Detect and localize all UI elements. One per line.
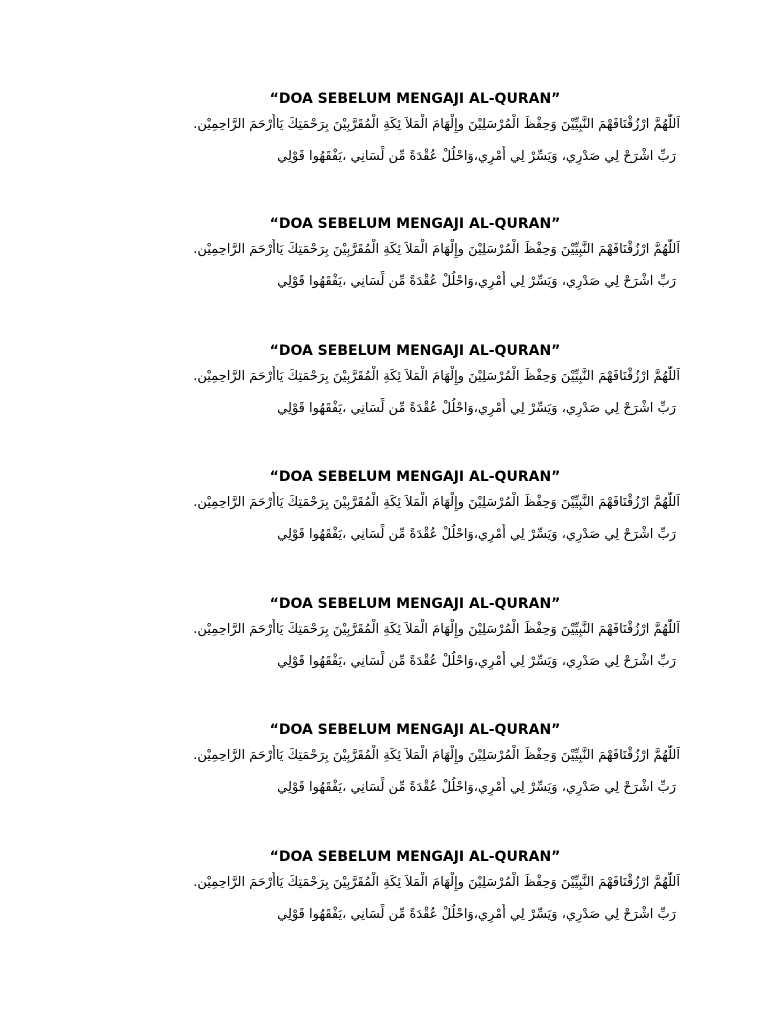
prayer-title: “DOA SEBELUM MENGAJI AL-QURAN”	[269, 469, 561, 485]
prayer-block	[150, 215, 680, 293]
prayer-title: “DOA SEBELUM MENGAJI AL-QURAN”	[269, 596, 561, 612]
prayer-block	[150, 90, 680, 168]
prayer-line-2: رَبِّ اشْرَحْ لِي صَدْرِي، وَيَسِّرْ لِي أَمْرِي،وَاحْلُلْ عُقْدَةً مِّن لِّسَانِي ،يَفْقَهُوا قَوْلِي	[277, 527, 676, 542]
prayer-block	[150, 721, 680, 799]
prayer-block	[150, 848, 680, 926]
prayer-line-1: اَللّٰهُمَّ ارْزُقْنَافَهْمَ النَّبِيِّيْنَ وَحِفْظَ الْمُرْسَلِيْنَ وإِلْهَامَ الْمَلاَ ئِكَةِ الْمُقَرَّبِيْنَ بِرَحْمَتِكَ يَاأَرْحَمَ الرَّاحِمِيْن.	[193, 748, 680, 763]
prayer-line-2: رَبِّ اشْرَحْ لِي صَدْرِي، وَيَسِّرْ لِي أَمْرِي،وَاحْلُلْ عُقْدَةً مِّن لِّسَانِي ،يَفْقَهُوا قَوْلِي	[277, 654, 676, 669]
prayer-line-1: اَللّٰهُمَّ ارْزُقْنَافَهْمَ النَّبِيِّيْنَ وَحِفْظَ الْمُرْسَلِيْنَ وإِلْهَامَ الْمَلاَ ئِكَةِ الْمُقَرَّبِيْنَ بِرَحْمَتِكَ يَاأَرْحَمَ الرَّاحِمِيْن.	[193, 117, 680, 132]
prayer-line-1: اَللّٰهُمَّ ارْزُقْنَافَهْمَ النَّبِيِّيْنَ وَحِفْظَ الْمُرْسَلِيْنَ وإِلْهَامَ الْمَلاَ ئِكَةِ الْمُقَرَّبِيْنَ بِرَحْمَتِكَ يَاأَرْحَمَ الرَّاحِمِيْن.	[193, 622, 680, 637]
prayer-block	[150, 595, 680, 673]
prayer-line-1: اَللّٰهُمَّ ارْزُقْنَافَهْمَ النَّبِيِّيْنَ وَحِفْظَ الْمُرْسَلِيْنَ وإِلْهَامَ الْمَلاَ ئِكَةِ الْمُقَرَّبِيْنَ بِرَحْمَتِكَ يَاأَرْحَمَ الرَّاحِمِيْن.	[193, 242, 680, 257]
prayer-line-2: رَبِّ اشْرَحْ لِي صَدْرِي، وَيَسِّرْ لِي أَمْرِي،وَاحْلُلْ عُقْدَةً مِّن لِّسَانِي ،يَفْقَهُوا قَوْلِي	[277, 401, 676, 416]
prayer-title: “DOA SEBELUM MENGAJI AL-QURAN”	[269, 91, 561, 107]
prayer-line-2: رَبِّ اشْرَحْ لِي صَدْرِي، وَيَسِّرْ لِي أَمْرِي،وَاحْلُلْ عُقْدَةً مِّن لِّسَانِي ،يَفْقَهُوا قَوْلِي	[277, 274, 676, 289]
prayer-line-2: رَبِّ اشْرَحْ لِي صَدْرِي، وَيَسِّرْ لِي أَمْرِي،وَاحْلُلْ عُقْدَةً مِّن لِّسَانِي ،يَفْقَهُوا قَوْلِي	[277, 780, 676, 795]
prayer-line-2: رَبِّ اشْرَحْ لِي صَدْرِي، وَيَسِّرْ لِي أَمْرِي،وَاحْلُلْ عُقْدَةً مِّن لِّسَانِي ،يَفْقَهُوا قَوْلِي	[277, 149, 676, 164]
prayer-line-1: اَللّٰهُمَّ ارْزُقْنَافَهْمَ النَّبِيِّيْنَ وَحِفْظَ الْمُرْسَلِيْنَ وإِلْهَامَ الْمَلاَ ئِكَةِ الْمُقَرَّبِيْنَ بِرَحْمَتِكَ يَاأَرْحَمَ الرَّاحِمِيْن.	[193, 369, 680, 384]
prayer-block	[150, 468, 680, 546]
prayer-line-1: اَللّٰهُمَّ ارْزُقْنَافَهْمَ النَّبِيِّيْنَ وَحِفْظَ الْمُرْسَلِيْنَ وإِلْهَامَ الْمَلاَ ئِكَةِ الْمُقَرَّبِيْنَ بِرَحْمَتِكَ يَاأَرْحَمَ الرَّاحِمِيْن.	[193, 495, 680, 510]
prayer-title: “DOA SEBELUM MENGAJI AL-QURAN”	[269, 216, 561, 232]
prayer-title: “DOA SEBELUM MENGAJI AL-QURAN”	[269, 849, 561, 865]
prayer-title: “DOA SEBELUM MENGAJI AL-QURAN”	[269, 722, 561, 738]
prayer-block	[150, 342, 680, 420]
prayer-line-1: اَللّٰهُمَّ ارْزُقْنَافَهْمَ النَّبِيِّيْنَ وَحِفْظَ الْمُرْسَلِيْنَ وإِلْهَامَ الْمَلاَ ئِكَةِ الْمُقَرَّبِيْنَ بِرَحْمَتِكَ يَاأَرْحَمَ الرَّاحِمِيْن.	[193, 875, 680, 890]
prayer-title: “DOA SEBELUM MENGAJI AL-QURAN”	[269, 343, 561, 359]
prayer-line-2: رَبِّ اشْرَحْ لِي صَدْرِي، وَيَسِّرْ لِي أَمْرِي،وَاحْلُلْ عُقْدَةً مِّن لِّسَانِي ،يَفْقَهُوا قَوْلِي	[277, 907, 676, 922]
